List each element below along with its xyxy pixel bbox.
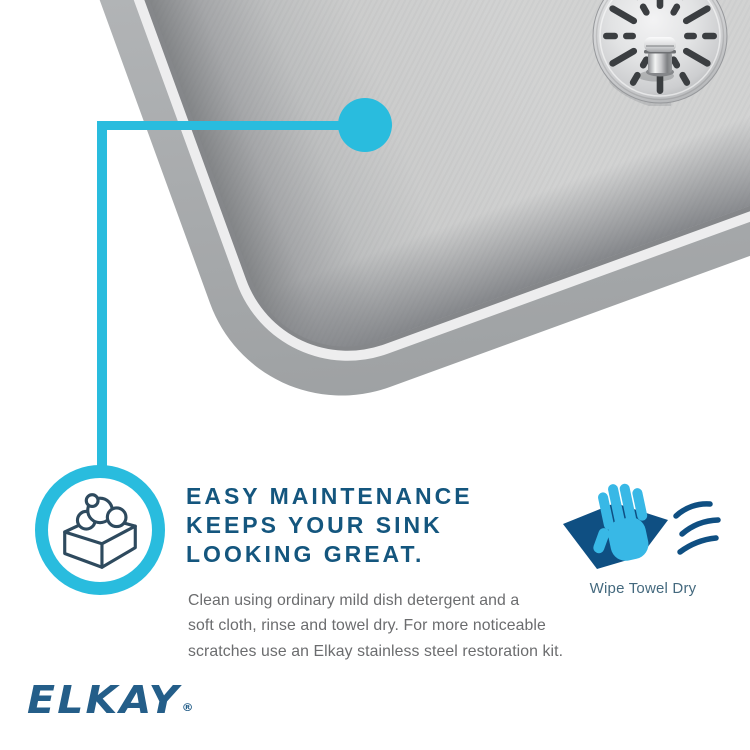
description-line-3: scratches use an Elkay stainless steel restoration kit. <box>188 642 564 660</box>
callout-line-horizontal <box>97 121 345 130</box>
feature-headline <box>186 482 473 569</box>
wipe-towel-dry-feature <box>558 478 728 597</box>
soap-badge <box>35 465 165 595</box>
callout-dot <box>338 98 392 152</box>
feature-description <box>188 588 563 664</box>
soap-bar-icon <box>51 481 149 579</box>
description-line-2: soft cloth, rinse and towel dry. For more noticeable <box>188 617 546 635</box>
headline-line-3: LOOKING GREAT. <box>186 541 425 567</box>
wipe-towel-dry-icon <box>558 478 728 576</box>
headline-line-2: KEEPS YOUR SINK <box>186 512 443 538</box>
elkay-logo <box>27 678 194 722</box>
wipe-towel-dry-label: Wipe Towel Dry <box>589 580 697 597</box>
description-line-1: Clean using ordinary mild dish detergent and a <box>188 592 520 609</box>
registered-mark: ® <box>181 701 194 714</box>
callout-line-vertical <box>97 121 107 471</box>
headline-line-1: EASY MAINTENANCE <box>186 483 473 509</box>
motion-lines <box>676 504 718 552</box>
drain-strainer-icon <box>590 0 730 106</box>
elkay-logo-text: ELKAY <box>27 678 181 722</box>
